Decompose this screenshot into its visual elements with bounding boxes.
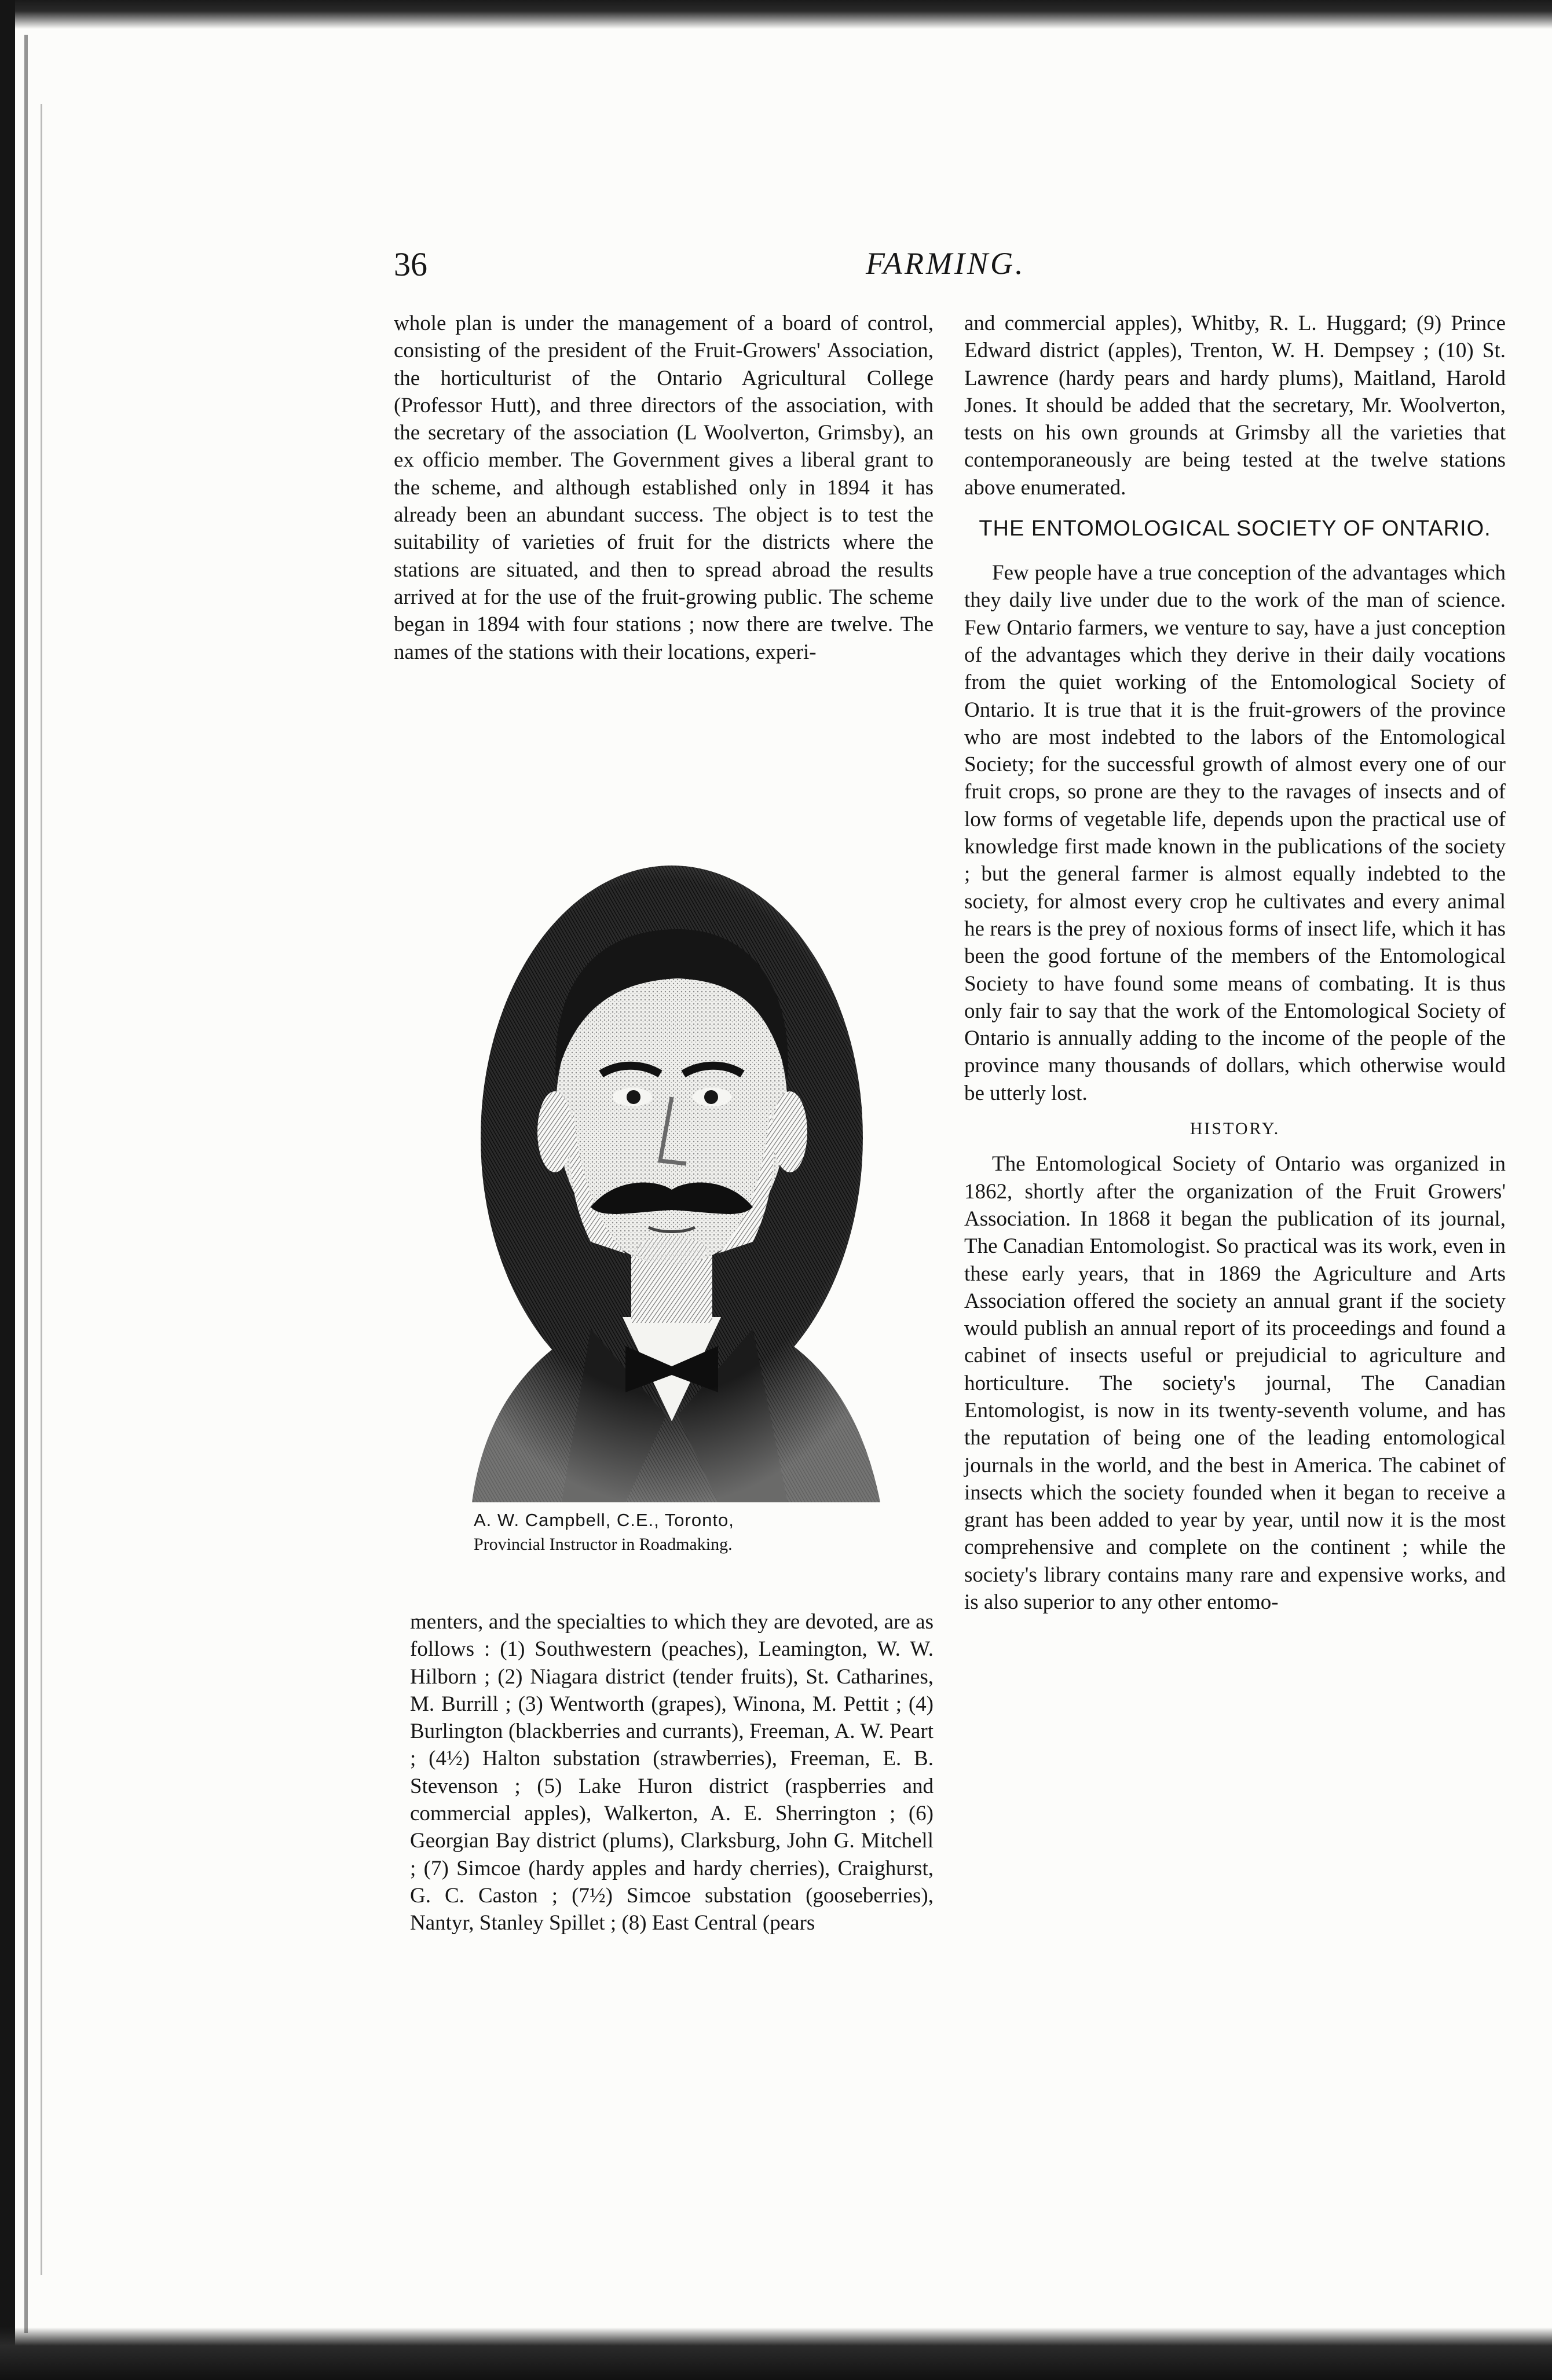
page-number: 36 xyxy=(394,245,427,283)
left-column-bottom xyxy=(410,1608,934,1937)
paragraph-history: The Entomological Society of Ontario was organized in 1862, shortly after the organization of the Fruit Growers' Association. In 1868 it began the publication of its journal, The Canadian Entomologist. So practical was its work, even in these early years, that in 1869 the Agriculture and Arts Association offered the society an annual grant if the society would publish an annual report of its proceedings and found a cabinet of insects useful or prejudicial to agriculture and horticulture. The society's journal, The Canadian Entomologist, is now in its twenty-seventh volume, and has the reputation of being one of the leading entomological journals in the world, and the best in America. The cabinet of insects which the society founded when it began to receive a grant has been added to year by year, until now it is the most comprehensive and complete on the continent ; while the society's library contains many rare and expensive works, and is also superior to any other entomo- xyxy=(964,1152,1506,1615)
running-title: FARMING. xyxy=(866,246,1026,281)
caption-name: A. W. Campbell, C.E., Toronto, xyxy=(474,1510,734,1530)
section-heading: THE ENTOMOLOGICAL SOCIETY OF ONTARIO. xyxy=(979,516,1491,541)
scan-binding-edge xyxy=(0,0,15,2380)
paragraph: Few people have a true conception of the advantages which they daily live under due to the work of the man of science. Few Ontario farmers, we venture to say, have a just conception of the advantages which they derive in their daily vocations from the quiet working of the Entomological Society of Ontario. It is true that it is the fruit-growers of the province who are most indebted to the labors of the Entomological Society; for the successful growth of almost every one of our fruit crops, so prone are they to the ravages of insects and of low forms of vegetable life, depends upon the practical use of knowledge first made known in the publications of the society ; but the general farmer is almost equally indebted to the society, for almost every crop he cultivates and every animal he rears is the prey of noxious forms of insect life, which it has been the good fortune of the members of the Entomological Society to have found some means of combating. It is thus only fair to say that the work of the Entomological Society of Ontario is annually adding to the income of the people of the province many thousands of dollars, which otherwise would be utterly lost. xyxy=(964,561,1506,1105)
paragraph: whole plan is under the management of a board of control, consisting of the president of the Fruit-Growers' Association, the horticulturist of the Ontario Agricultural College (Professor Hutt), and three directors of the association, with the secretary of the association (L Woolverton, Grimsby), an ex officio member. The Government gives a liberal grant to the scheme, and although established only in 1894 it has already been an abundant success. The object is to test the suitability of varieties of fruit for the districts where the stations are situated, and then to spread abroad the results arrived at for the use of the fruit-growing public. The scheme began in 1894 with four stations ; now there are twelve. The names of the stations with their locations, experi- xyxy=(394,311,934,664)
right-column xyxy=(964,310,1506,1616)
paragraph-continuation: and commercial apples), Whitby, R. L. Huggard; (9) Prince Edward district (apples), Trenton, W. H. Dempsey ; (10) St. Lawrence (hardy pears and hardy plums), Maitland, Harold Jones. It should be added that the secretary, Mr. Woolverton, tests on his own grounds at Grimsby all the varieties that contemporaneously are being tested at the twelve stations above enumerated. xyxy=(964,311,1506,500)
subheading-history: HISTORY. xyxy=(1189,1119,1280,1139)
portrait-caption xyxy=(410,1508,934,1557)
scan-binding-shadow xyxy=(24,35,28,2333)
portrait-engraving xyxy=(417,837,915,1505)
paragraph: menters, and the specialties to which they are devoted, are as follows : (1) Southwestern (peaches), Leamington, W. W. Hilborn ; (2) Niagara district (tender fruits), St. Catharines, M. Burrill ; (3) Wentworth (grapes), Winona, M. Pettit ; (4) Burlington (blackberries and currants), Freeman, A. W. Peart ; (4½) Halton substation (strawberries), Freeman, E. B. Stevenson ; (5) Lake Huron district (raspberries and commercial apples), Walkerton, A. E. Sherrington ; (6) Georgian Bay district (plums), Clarksburg, John G. Mitchell ; (7) Simcoe (hardy apples and hardy cherries), Craighurst, G. C. Caston ; (7½) Simcoe substation (gooseberries), Nantyr, Stanley Spillet ; (8) East Central (pears xyxy=(410,1610,934,1935)
scan-binding-line xyxy=(41,104,42,2275)
scan-bottom-edge xyxy=(0,2327,1552,2380)
scan-top-edge xyxy=(0,0,1552,29)
caption-title: Provincial Instructor in Roadmaking. xyxy=(474,1535,733,1554)
left-column-top xyxy=(394,310,934,666)
